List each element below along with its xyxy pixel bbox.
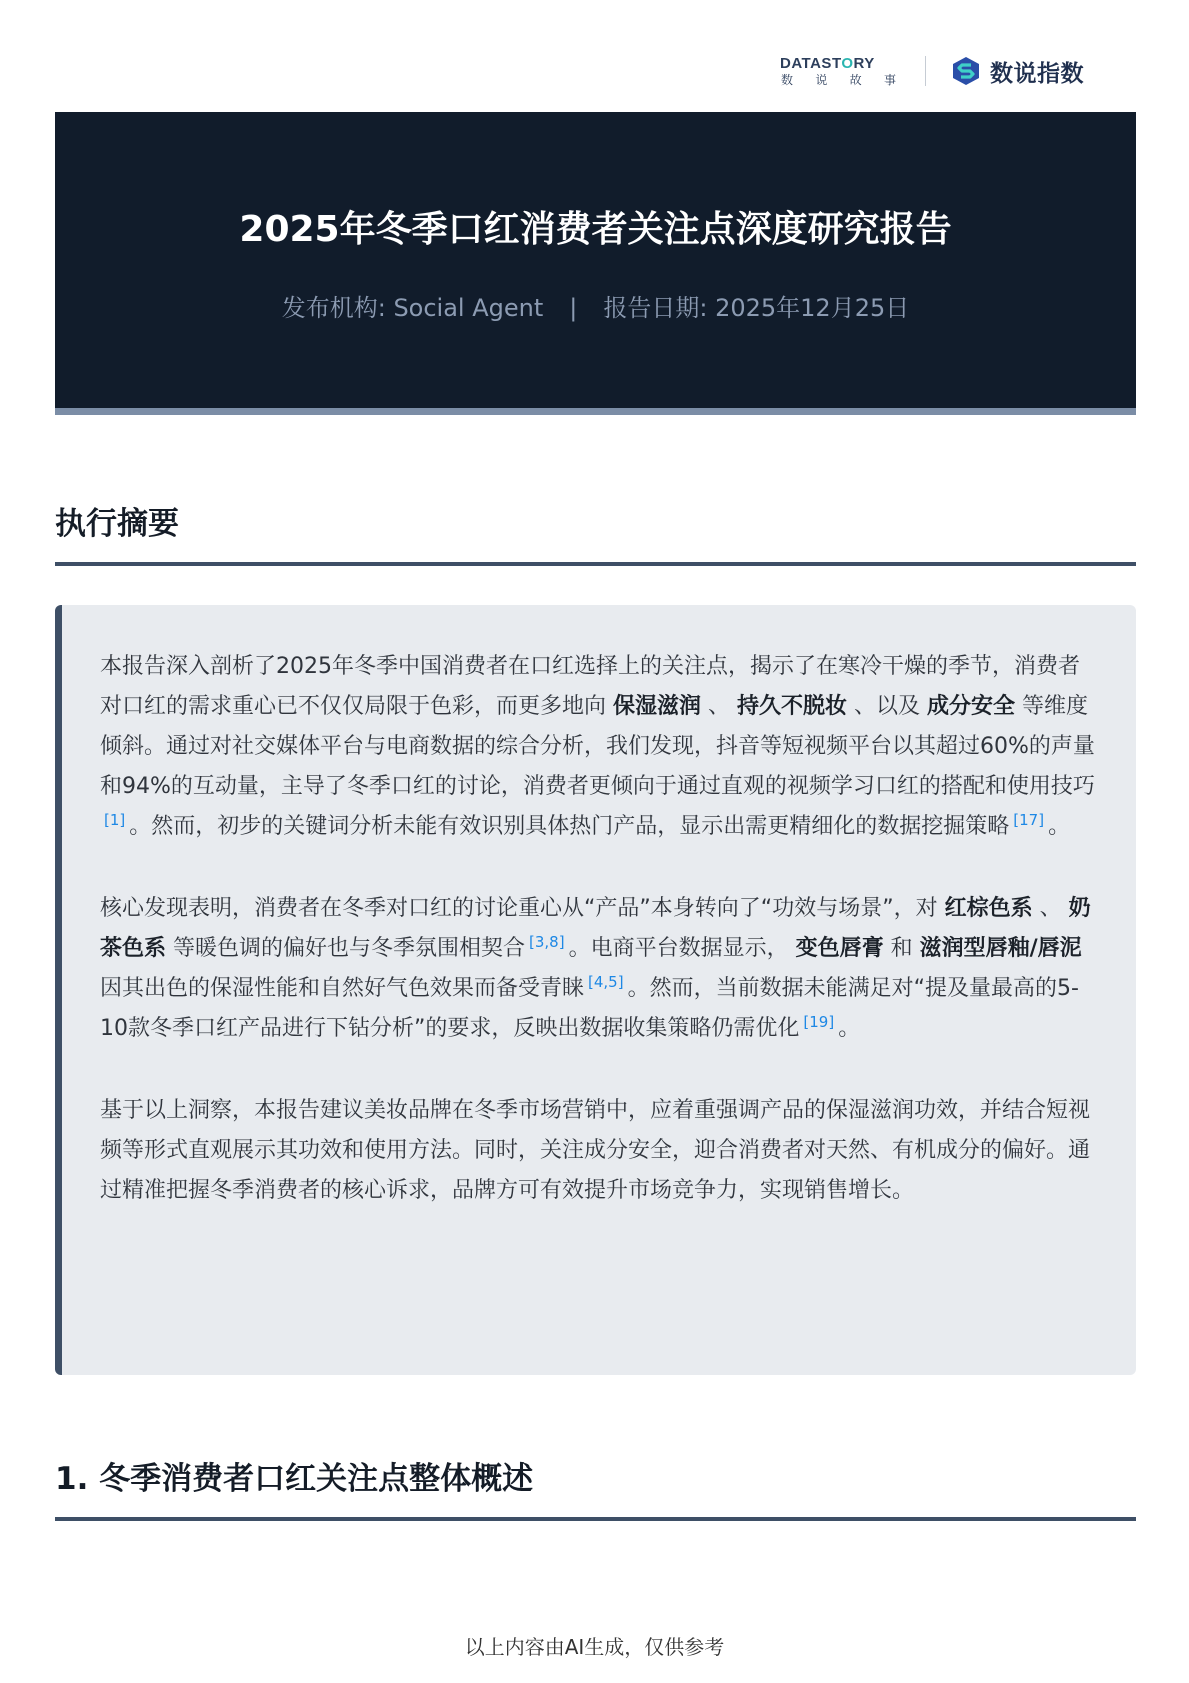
summary-paragraph-1: 本报告深入剖析了2025年冬季中国消费者在口红选择上的关注点，揭示了在寒冷干燥的季节，消费者对口红的需求重心已不仅仅局限于色彩，而更多地向 保湿滋润 、 持久不脱妆 、以及 成分安全 等维度倾斜。通过对社交媒体平台与电商数据的综合分析，我们发现，抖音等短视频平台以其超过60%的声量和94%的互动量，主导了冬季口红的讨论，消费者更倾向于通过直观的视频学习口红的搭配和使用技巧[1] 。然而，初步的关键词分析未能有效识别具体热门产品，显示出需更精细化的数据挖掘策略 [17] 。 bbox=[100, 654, 1095, 839]
section-1-heading: 1. 冬季消费者口红关注点整体概述 bbox=[55, 1453, 1136, 1521]
executive-summary-box bbox=[55, 605, 1136, 1375]
ai-disclaimer-footer: 以上内容由AI生成，仅供参考 bbox=[464, 1635, 725, 1659]
summary-paragraph-3: 基于以上洞察，本报告建议美妆品牌在冬季市场营销中，应着重强调产品的保湿滋润功效，并结合短视频等形式直观展示其功效和使用方法。同时，关注成分安全，迎合消费者对天然、有机成分的偏好。通过精准把握冬季消费者的核心诉求，品牌方可有效提升市场竞争力，实现销售增长。 bbox=[100, 1098, 1091, 1203]
citation-link[interactable]: [3,8] bbox=[529, 932, 565, 951]
summary-paragraph-2: 核心发现表明，消费者在冬季对口红的讨论重心从“产品”本身转向了“功效与场景”，对 红棕色系 、 奶茶色系 等暖色调的偏好也与冬季氛围相契合 [3,8] 。电商平台数据显示， 变色唇膏 和 滋润型唇釉/唇泥 因其出色的保湿性能和自然好气色效果而备受青睐 [4,5] 。然而，当前数据未能满足对“提及量最高的5-10款冬季口红产品进行下钻分析”的要求，反映出数据收集策略仍需优化 [19] 。 bbox=[100, 896, 1091, 1041]
citation-link[interactable]: [17] bbox=[1013, 810, 1045, 829]
report-date: 报告日期: 2025年12月25日 bbox=[603, 294, 910, 322]
shuoshuo-index-name: 数说指数 bbox=[990, 60, 1084, 87]
publisher: 发布机构: Social Agent bbox=[281, 294, 544, 322]
logo-divider bbox=[925, 56, 926, 86]
datastory-wordmark: DATASTORY bbox=[780, 55, 875, 72]
shuoshuo-logo-icon bbox=[950, 55, 982, 87]
datastory-chinese-name: 数 说 故 事 bbox=[781, 73, 896, 87]
report-meta bbox=[55, 288, 1136, 323]
report-banner bbox=[55, 112, 1136, 415]
meta-separator: | bbox=[569, 294, 578, 322]
shuoshuo-index-logo bbox=[950, 52, 1084, 90]
citation-link[interactable]: [4,5] bbox=[588, 972, 624, 991]
executive-summary-heading: 执行摘要 bbox=[55, 498, 1136, 566]
header-logos bbox=[780, 52, 1140, 92]
citation-link[interactable]: [1] bbox=[104, 810, 126, 829]
report-title: 2025年冬季口红消费者关注点深度研究报告 bbox=[239, 209, 952, 250]
datastory-logo bbox=[780, 56, 902, 88]
citation-link[interactable]: [19] bbox=[803, 1012, 835, 1031]
